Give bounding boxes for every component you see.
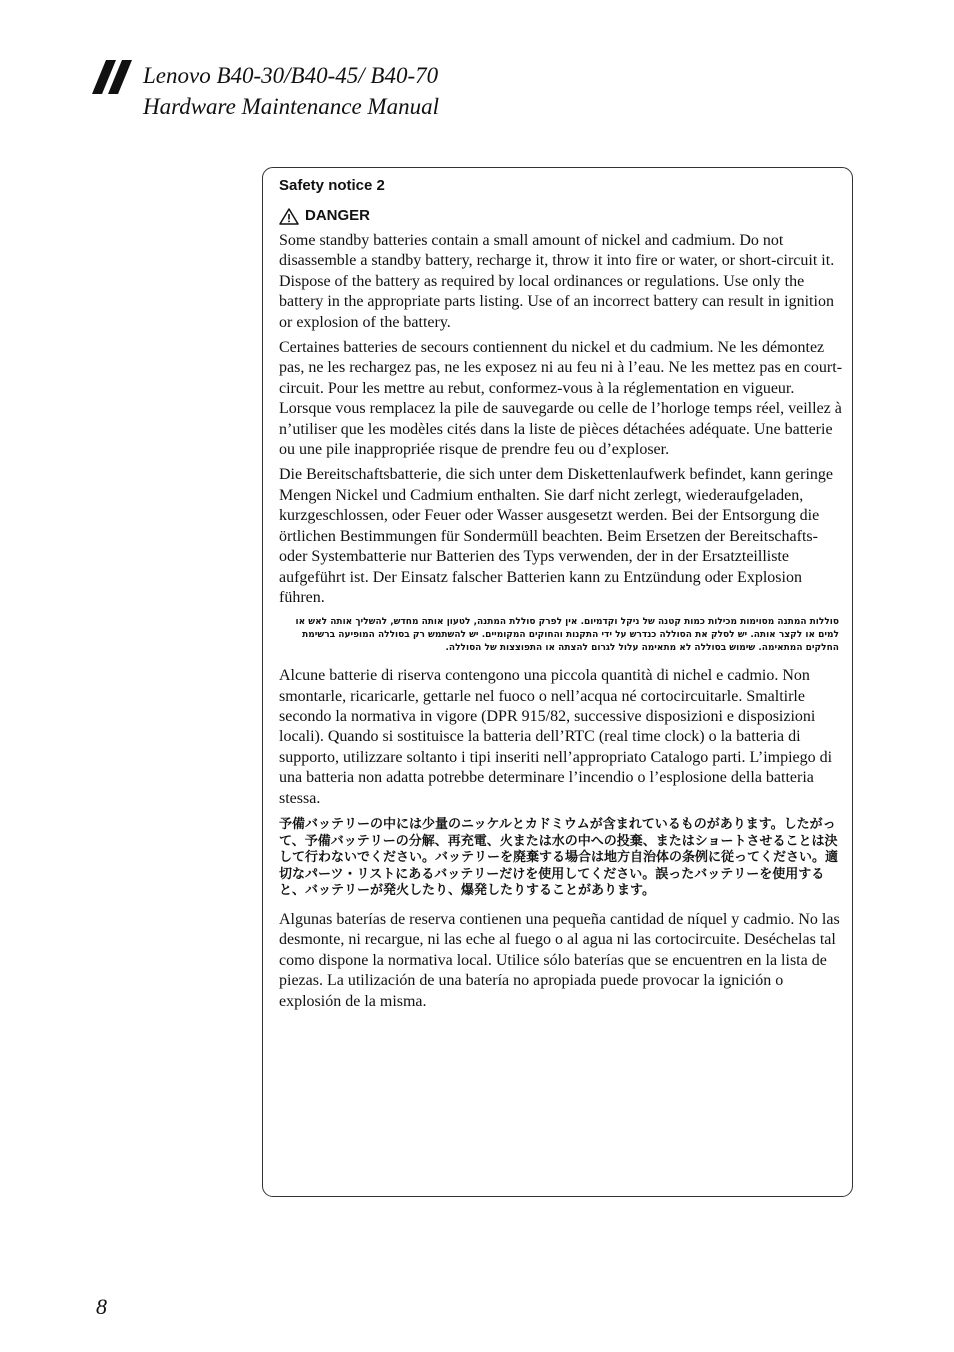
danger-label: DANGER	[305, 207, 371, 224]
header-title-line1: Lenovo B40-30/B40-45/ B40-70	[143, 63, 439, 88]
warning-triangle-icon	[279, 208, 299, 225]
paragraph-italian: Alcune batterie di riserva contengono una piccola quantità di nichel e cadmio. Non smontarle, ricaricarle, gettarle nel fuoco o nell’acqua né cortocircuitarle. Smaltirle secondo la normativa in vigore (DPR 915/82, successive disposizioni e disposizioni locali). Quando si sostituisce la batteria dell’RTC (real time clock) o la batteria di supporto, utilizzare soltanto i tipi inseriti nell’appropriato Catalogo parti. L’impiego di una batteria non adatta potrebbe determinare l’incendio o l’esplosione della batteria stessa.	[279, 667, 833, 807]
notice-title: Safety notice 2	[279, 177, 385, 194]
header-title-line2: Hardware Maintenance Manual	[143, 94, 439, 119]
paragraph-spanish: Algunas baterías de reserva contienen una pequeña cantidad de níquel y cadmio. No las desmonte, ni recargue, ni las eche al fuego o al agua ni las cortocircuite. Deséchelas tal como dispone la normativa local. Utilice sólo baterías que se encuentren en la lista de piezas. La utilización de una batería no apropiada puede provocar la ignición o explosión de la misma.	[279, 910, 840, 1010]
paragraph-english: Some standby batteries contain a small amount of nickel and cadmium. Do not disassemble a standby battery, recharge it, throw it into fire or water, or short-circuit it. Dispose of the battery as required by local ordinances or regulations. Use only the battery in the appropriate parts listing. Use of an incorrect battery can result in ignition or explosion of the battery.	[279, 232, 835, 331]
double-slash-logo-icon	[92, 60, 134, 94]
page-number: 8	[96, 1294, 107, 1319]
safety-notice-content	[279, 177, 845, 1017]
paragraph-german: Die Bereitschaftsbatterie, die sich unter dem Diskettenlaufwerk befindet, kann geringe Mengen Nickel und Cadmium enthalten. Sie darf nicht zerlegt, wiederaufgeladen, kurzgeschlossen, oder Feuer oder Wasser ausgesetzt werden. Bei der Entsorgung die örtlichen Bestimmungen für Sondermüll beachten. Beim Ersetzen der Bereitschafts-oder Systembatterie nur Batterien des Typs verwenden, der in der Ersatzteilliste aufgeführt ist. Der Einsatz falscher Batterien kann zu Entzündung oder Explosion führen.	[279, 466, 834, 606]
paragraph-french: Certaines batteries de secours contiennent du nickel et du cadmium. Ne les démontez pas, ne les rechargez pas, ne les exposez ni au feu ni à l’eau. Ne les mettez pas en court-circuit. Pour les mettre au rebut, conformez-vous à la réglementation en vigueur. Lorsque vous remplacez la pile de sauvegarde ou celle de l’horloge temps réel, veillez à n’utiliser que les modèles cités dans la liste de pièces détachées adéquate. Une batterie ou une pile inappropriée risque de prendre feu ou d’exploser.	[279, 339, 843, 459]
paragraph-hebrew: סוללות המתנה מסוימות מכילות כמות קטנה של ניקל וקדמיום. אין לפרק סוללת המתנה, לטעון אותה מחדש, להשליך אותה לאש או למים או לקצר אותה. יש לסלק את הסוללה כנדרש על ידי התקנות והחוקים המקומיים. יש להשתמש רק בסוללה המופיעה ברשימת החלקים המתאימה. שימוש בסוללה לא מתאימה עלול לגרום להצתה או התפוצצות של הסוללה.	[295, 617, 839, 653]
safety-notice-box	[262, 167, 853, 1197]
danger-heading	[279, 207, 845, 225]
paragraph-japanese: 予備バッテリーの中には少量のニッケルとカドミウムが含まれているものがあります。したがって、予備バッテリーの分解、再充電、火または水の中への投棄、またはショートさせることは決して行わないでください。バッテリーを廃棄する場合は地方自治体の条例に従ってください。適切なパーツ・リストにあるバッテリーだけを使用してください。誤ったバッテリーを使用すると、バッテリーが発火したり、爆発したりすることがあります。	[279, 816, 839, 899]
document-header-title	[143, 60, 439, 122]
